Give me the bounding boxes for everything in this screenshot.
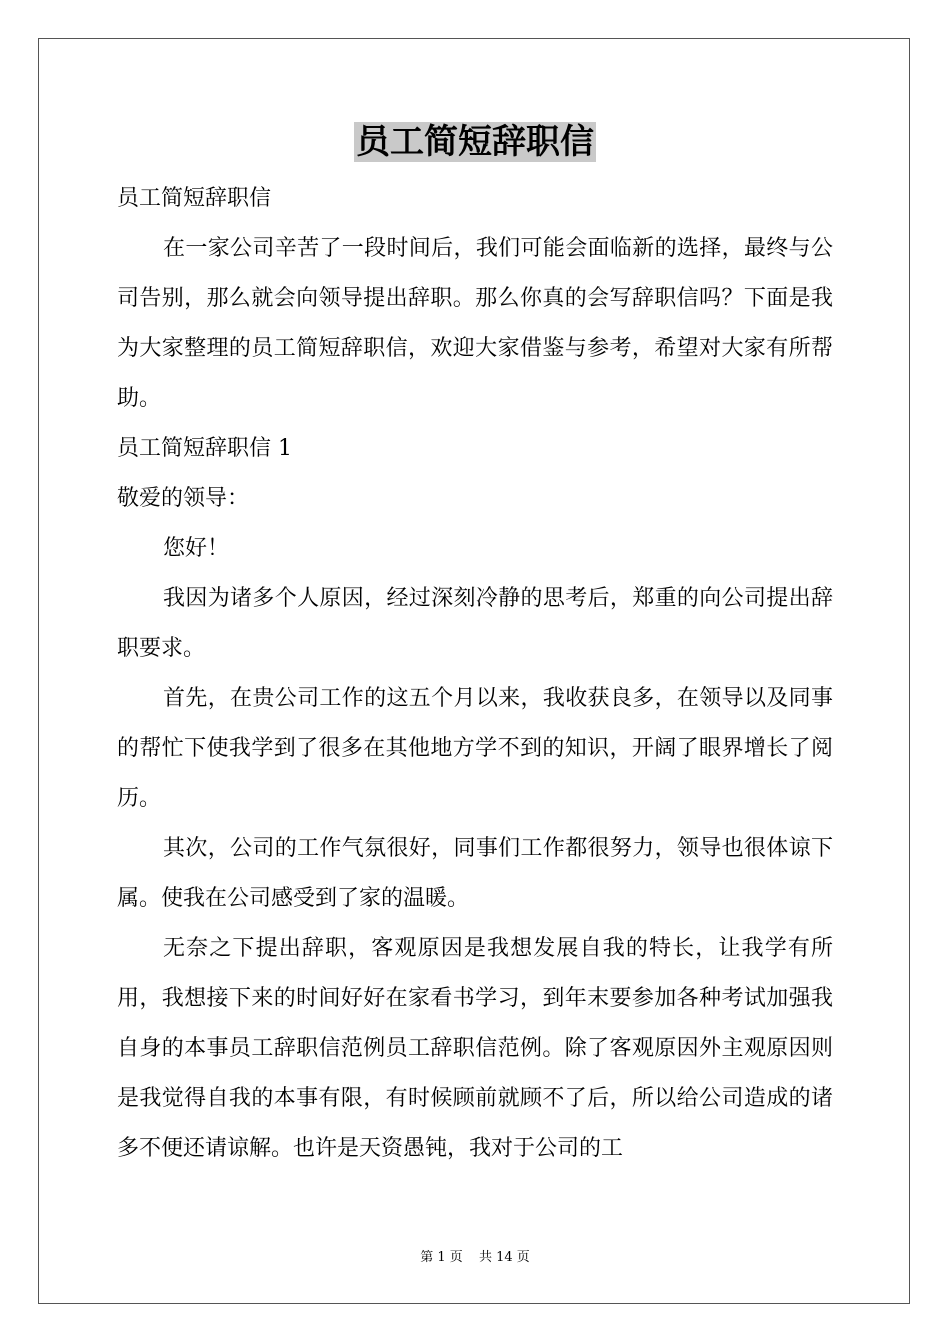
paragraph: 在一家公司辛苦了一段时间后，我们可能会面临新的选择，最终与公司告别，那么就会向领导提出辞职。那么你真的会写辞职信吗？下面是我为大家整理的员工简短辞职信，欢迎大家借鉴与参考，希望对大家有所帮助。 <box>117 236 833 411</box>
paragraph: 员工简短辞职信 <box>117 186 272 211</box>
page-total: 共 14 页 <box>478 1250 530 1265</box>
paragraph: 首先，在贵公司工作的这五个月以来，我收获良多，在领导以及同事的帮忙下使我学到了很多在其他地方学不到的知识，开阔了眼界增长了阅历。 <box>117 686 833 811</box>
paragraph: 我因为诸多个人原因，经过深刻冷静的思考后，郑重的向公司提出辞职要求。 <box>117 586 833 661</box>
document-title: 员工简短辞职信 <box>356 122 594 162</box>
paragraph: 无奈之下提出辞职，客观原因是我想发展自我的特长，让我学有所用，我想接下来的时间好好在家看书学习，到年末要参加各种考试加强我自身的本事员工辞职信范例员工辞职信范例。除了客观原因外主观原因则是我觉得自我的本事有限，有时候顾前就顾不了后，所以给公司造成的诸多不便还请谅解。也许是天资愚钝，我对于公司的工 <box>117 936 833 1161</box>
page-number: 第 1 页 <box>420 1250 463 1265</box>
greeting: 您好！ <box>163 536 230 561</box>
page-footer <box>0 1246 950 1265</box>
paragraph: 其次，公司的工作气氛很好，同事们工作都很努力，领导也很体谅下属。使我在公司感受到了家的温暖。 <box>117 836 833 911</box>
salutation: 敬爱的领导： <box>117 486 250 511</box>
title-area <box>0 122 950 162</box>
document-body <box>117 174 833 1174</box>
paragraph: 员工简短辞职信 1 <box>117 436 292 461</box>
